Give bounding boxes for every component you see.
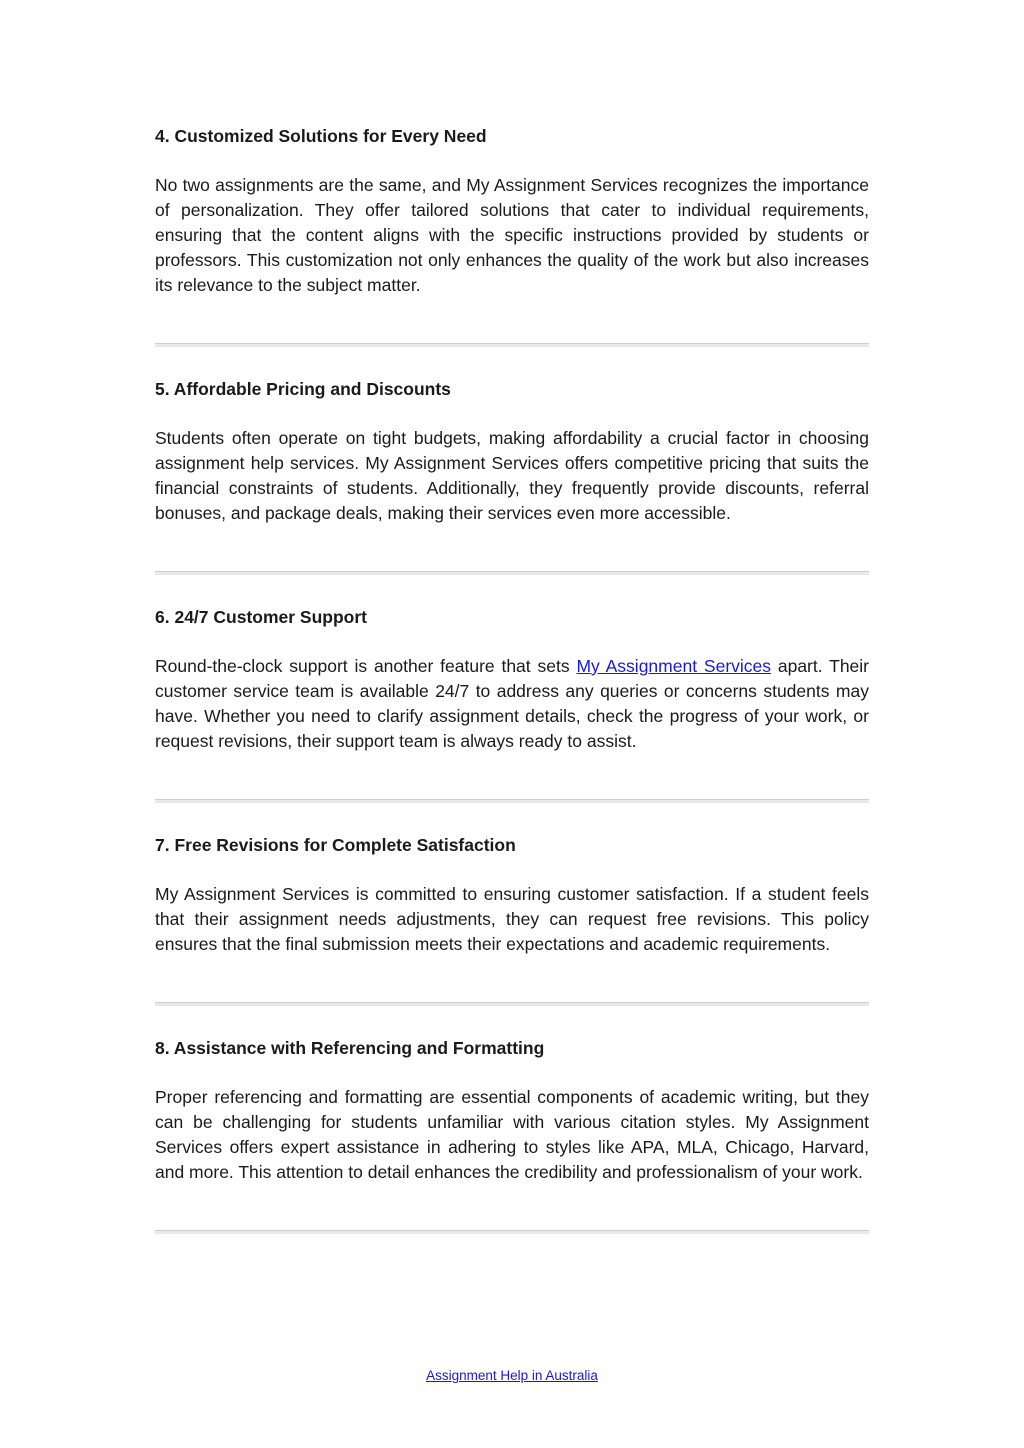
- section-customized-solutions: [155, 124, 869, 298]
- section-divider: [155, 1230, 869, 1234]
- section-heading: 5. Affordable Pricing and Discounts: [155, 379, 451, 399]
- paragraph-text-after-link: apart. Their customer service team is available 24/7 to address any queries or concerns students may have. Whether you need to clarify assignment details, check the progress of your work, or request revisions, their support team is always ready to assist.: [155, 656, 869, 751]
- section-referencing-formatting: [155, 1036, 869, 1185]
- section-heading: 6. 24/7 Customer Support: [155, 607, 367, 627]
- section-paragraph: No two assignments are the same, and My Assignment Services recognizes the importance of personalization. They offer tailored solutions that cater to individual requirements, ensuring that the content aligns with the specific instructions provided by students or professors. This customization not only enhances the quality of the work but also increases its relevance to the subject matter.: [155, 175, 869, 295]
- section-paragraph: Students often operate on tight budgets, making affordability a crucial factor in choosing assignment help services. My Assignment Services offers competitive pricing that suits the financial constraints of students. Additionally, they frequently provide discounts, referral bonuses, and package deals, making their services even more accessible.: [155, 428, 869, 523]
- my-assignment-services-link[interactable]: My Assignment Services: [576, 656, 772, 676]
- section-heading: 4. Customized Solutions for Every Need: [155, 126, 487, 146]
- document-page: [155, 124, 869, 1264]
- section-free-revisions: [155, 833, 869, 957]
- section-divider: [155, 799, 869, 803]
- section-divider: [155, 571, 869, 575]
- section-paragraph: Proper referencing and formatting are essential components of academic writing, but they can be challenging for students unfamiliar with various citation styles. My Assignment Services offers expert assistance in adhering to styles like APA, MLA, Chicago, Harvard, and more. This attention to detail enhances the credibility and professionalism of your work.: [155, 1087, 869, 1182]
- section-heading: 8. Assistance with Referencing and Formatting: [155, 1038, 545, 1058]
- section-customer-support: [155, 605, 869, 754]
- section-heading: 7. Free Revisions for Complete Satisfaction: [155, 835, 516, 855]
- section-paragraph: My Assignment Services is committed to ensuring customer satisfaction. If a student feels that their assignment needs adjustments, they can request free revisions. This policy ensures that the final submission meets their expectations and academic requirements.: [155, 884, 869, 954]
- page-footer: [0, 1367, 1024, 1385]
- paragraph-text-before-link: Round-the-clock support is another feature that sets: [155, 656, 577, 676]
- footer-link-assignment-help[interactable]: Assignment Help in Australia: [426, 1368, 598, 1383]
- section-divider: [155, 1002, 869, 1006]
- section-divider: [155, 343, 869, 347]
- section-affordable-pricing: [155, 377, 869, 526]
- section-paragraph: [155, 654, 869, 754]
